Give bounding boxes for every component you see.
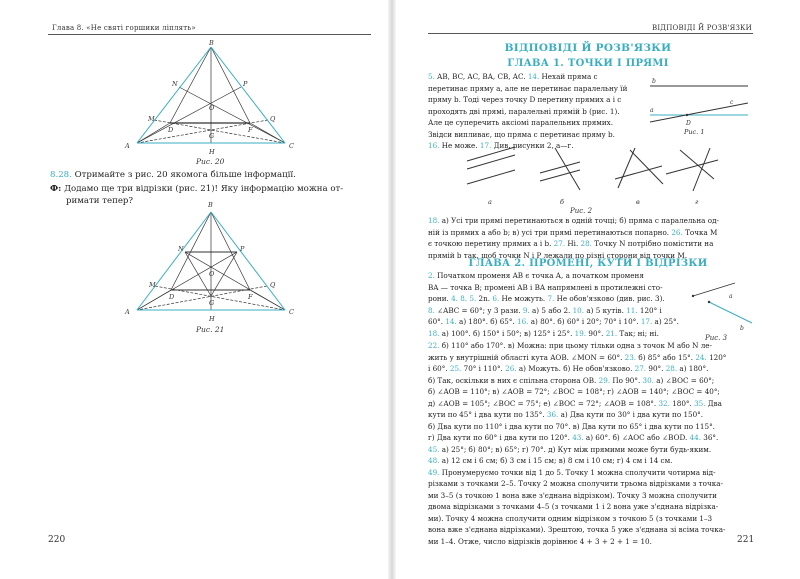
answer-text: є точкою перетину прямих a і b. <box>428 239 554 248</box>
answer-line <box>428 398 753 410</box>
answer-line <box>428 293 688 305</box>
label-c: C <box>289 308 294 316</box>
answer-text: Не може. <box>439 141 480 150</box>
answer-line <box>428 83 644 95</box>
answer-number: 22. <box>428 341 440 350</box>
label-d: D <box>168 126 174 134</box>
answer-number: 17. <box>640 317 653 326</box>
answer-number: 26. <box>671 227 683 237</box>
answer-text: прямій b так, щоб точки N і P лежали по різні сторони від точки M. <box>428 250 688 260</box>
answer-line <box>428 513 753 525</box>
figure-1 <box>648 74 754 136</box>
problem-phi <box>50 183 380 207</box>
label-g: G <box>209 132 215 140</box>
answer-text: ми 3–5 (з точкою 1 вона вже з'єднана відрізком). Точку 3 можна сполучити <box>428 490 717 500</box>
answer-number: 14. <box>445 317 457 326</box>
answer-text: перетинає пряму a, але не перетинає паралельну їй <box>428 83 628 93</box>
label-m: M <box>149 281 156 289</box>
answer-text: Два <box>705 398 722 408</box>
answer-line <box>428 455 753 467</box>
figure-2b <box>540 148 580 190</box>
answer-number: 26. <box>505 364 517 373</box>
problem-text: Отримайте з рис. 20 якомога більше інформації. <box>74 170 296 180</box>
answer-text: Не обов'язково (див. рис. 3). <box>554 294 665 303</box>
answer-line <box>428 227 753 239</box>
answer-line <box>428 305 688 317</box>
answer-text: 2n. <box>476 294 493 303</box>
answer-number: 35. <box>694 398 706 408</box>
answer-text: г) Два кути по 60° і два кути по 120°. <box>428 433 573 442</box>
answer-line <box>428 352 753 364</box>
answers-title: ВІДПОВІДІ Й РОЗВ'ЯЗКИ <box>504 42 672 54</box>
answer-text: Пронумеруємо точки від 1 до 5. Точку 1 можна сполучити чотирма від- <box>439 467 716 477</box>
answer-line <box>428 363 753 375</box>
figure-1-caption: Рис. 1 <box>684 128 705 136</box>
answer-text: б) Так, оскільки в них є спільна сторона OB. <box>428 375 599 385</box>
answer-line <box>428 282 688 294</box>
answer-line <box>428 316 688 328</box>
figure-2c <box>615 148 663 188</box>
answer-text: Не можуть. <box>499 294 548 303</box>
sublabel-c: в <box>636 198 640 206</box>
answer-line <box>428 375 753 387</box>
label-f: F <box>248 293 253 301</box>
answer-number: 43. <box>572 433 584 442</box>
answer-text: а) 25°; б) 80°; в) 65°; г) 70°. д) Кут між прямими може бути будь-яким. <box>439 444 712 454</box>
answer-text: а) 180°. б) 65°. <box>456 317 518 326</box>
answer-text: б) 110° або 170°. в) Можна: при цьому тільки одна з точок M або N ле- <box>439 341 712 350</box>
label-a: A <box>125 142 130 150</box>
answer-text: двома відрізками з точками 4–5 (з точками 1 і 2 вона уже з'єднана відрізка- <box>428 502 719 511</box>
answer-text: а) ∠BOC = 60°; <box>653 375 715 385</box>
label-f: F <box>248 126 253 134</box>
answer-text: 70° і 110°. <box>461 364 506 373</box>
answer-text: AB, BC, AC, BA, CB, AC. <box>434 72 528 81</box>
answer-line <box>428 490 753 502</box>
label-b: B <box>208 201 213 209</box>
answer-number: 2. <box>428 271 435 280</box>
answer-text: рони. <box>428 294 452 303</box>
chapter-1-heading: ГЛАВА 1. ТОЧКИ І ПРЯМІ <box>507 58 669 69</box>
answer-number: 18. <box>428 328 440 338</box>
label-h: H <box>209 148 215 156</box>
label-b: B <box>209 39 214 47</box>
label-g: G <box>209 299 215 307</box>
answer-text: 90°. <box>586 328 606 338</box>
chapter-2-heading: ГЛАВА 2. ПРОМЕНІ, КУТИ І ВІДРІЗКИ <box>468 258 708 269</box>
answer-text: б) Два кути по 110° і два кути по 70°. в) Два кути по 65° і два кути по 115°. <box>428 421 715 431</box>
answer-line <box>428 340 753 352</box>
answer-line <box>428 409 753 421</box>
answer-line <box>428 501 753 513</box>
chapter-2-answers-part2 <box>428 340 753 547</box>
side-ab <box>137 47 211 143</box>
answer-number: 7. <box>547 294 555 303</box>
answer-text: а) 60°. б) ∠AOC або ∠BOD. <box>583 433 690 442</box>
answer-line <box>428 94 644 106</box>
line-ng <box>185 252 211 296</box>
answer-text: проходять дві прямі, паралельні прямій b (рис. 1). <box>428 106 620 116</box>
figure-20-caption: Рис. 20 <box>196 157 225 166</box>
ray-b <box>709 302 752 323</box>
answer-text: а) Можуть. б) Не обов'язково. <box>516 364 635 373</box>
answer-text: а) 180°. <box>677 364 709 373</box>
answer-number: 11. <box>626 305 638 315</box>
answer-text: б) ∠AOB = 110°; в) ∠AOB = 72°; ∠BOC = 108°; г) ∠AOB = 140°; ∠BOC = 40°; <box>428 387 720 396</box>
label-c: c <box>730 99 734 106</box>
figure-2-caption: Рис. 2 <box>570 207 593 215</box>
label-q: Q <box>270 281 276 289</box>
answer-text: а) 12 см і 6 см; б) 3 см і 15 см; в) 8 см і 10 см; г) 4 см і 14 см. <box>439 456 673 465</box>
answer-text: д) ∠AOB = 105°; ∠BOC = 75°; е) ∠BOC = 72°; ∠AOB = 108°. <box>428 398 659 408</box>
answer-number: 48. <box>428 456 440 465</box>
line-pg <box>211 252 237 296</box>
problem-text-line2: римати тепер? <box>66 196 134 206</box>
answer-text: 120° <box>706 352 727 362</box>
answer-text: BA — точка B; промені AB і BA напрямлені в протилежні сто- <box>428 282 663 292</box>
label-b: b <box>740 325 744 332</box>
label-o: O <box>209 104 215 112</box>
answer-number: 23. <box>624 352 637 362</box>
answer-text: Ні. <box>565 239 581 248</box>
figure-3-caption: Рис. 3 <box>705 334 728 342</box>
chapter-1-answers-part2 <box>428 215 753 261</box>
answer-line <box>428 386 753 398</box>
answer-number: 17. <box>479 141 492 150</box>
answer-number: 6. <box>492 294 500 303</box>
answer-number: 44. <box>689 433 701 442</box>
answer-text: ∠ABC = 60°; у 3 рази. <box>434 305 523 315</box>
answer-text: пряму b. Тоді через точку D перетину прямих a і c <box>428 95 622 104</box>
problem-text-line1: Додамо ще три відрізки (рис. 21)! Яку інформацію можна от- <box>64 184 344 194</box>
label-a: a <box>650 107 654 114</box>
answer-number: 30. <box>642 375 654 385</box>
answer-line <box>428 328 688 340</box>
answer-number: 8. <box>428 305 435 315</box>
answer-text: Так; ні; ні. <box>617 328 659 338</box>
answer-text: а) 5 кутів. <box>584 305 627 315</box>
answer-line <box>428 270 688 282</box>
answer-text: Але це суперечить аксіомі паралельних прямих. <box>428 118 614 127</box>
answer-text: 120° і <box>637 305 662 315</box>
answer-line <box>428 524 753 536</box>
answer-text: Точку N потрібно помістити на <box>591 239 714 248</box>
problem-number: 8.28. <box>50 170 72 180</box>
answer-text: б) 85° або 15°. <box>636 352 696 362</box>
answer-number: 27. <box>553 239 566 248</box>
label-o: O <box>209 270 215 278</box>
chapter-2-answers-part1 <box>428 270 688 339</box>
answer-text: Нехай пряма c <box>539 72 598 81</box>
answer-number: 18. <box>428 216 440 225</box>
label-p: P <box>243 80 248 88</box>
answer-text: 36°. <box>700 433 719 442</box>
label-c: C <box>289 142 294 150</box>
answer-number: 28. <box>665 364 678 373</box>
problem-8-28 <box>50 169 380 181</box>
answer-text: ми). Точку 4 можна сполучити одним відрізком з точкою 5 (з точками 1–3 <box>428 513 713 523</box>
answer-line <box>428 536 753 548</box>
figure-2 <box>440 140 720 210</box>
answer-text: різками з точками 2–5. Точку 2 можна сполучити трьома відрізками з точка- <box>428 479 723 488</box>
answer-text: жить у внутрішній області кута AOB. ∠MON = 60°. <box>428 352 625 362</box>
answer-line <box>428 467 753 479</box>
answer-number: 10. <box>572 305 585 315</box>
answer-line <box>428 478 753 490</box>
answer-text: По 90°. <box>610 375 643 385</box>
answer-text: і 60°. <box>428 364 450 373</box>
label-a: a <box>729 293 733 300</box>
header-rule-left <box>48 34 371 35</box>
label-p: P <box>240 245 245 253</box>
answer-line <box>428 432 753 444</box>
answer-number: 8. <box>457 294 470 303</box>
answer-text: а) 5 або 2. <box>529 305 573 315</box>
answer-number: 5. <box>428 72 435 81</box>
sublabel-d: г <box>695 198 699 206</box>
answer-text: а) Два кути по 30° і два кути по 150°. <box>558 410 704 419</box>
running-head-left: Глава 8. «Не святі горшики ліплять» <box>52 24 196 32</box>
answer-line <box>428 444 753 456</box>
figure-2a <box>467 147 515 184</box>
answer-number: 25. <box>449 364 462 373</box>
answer-line <box>428 421 753 433</box>
answer-line <box>428 71 644 83</box>
figure-21 <box>120 201 310 328</box>
answer-text: ми 1–4. Отже, число відрізків дорівнює 4 + 3 + 2 + 1 = 10. <box>428 536 652 546</box>
answer-number: 21. <box>605 328 618 338</box>
answer-text: ній із прямих a або b; в) усі три прямі перетинаються попарно. <box>428 227 672 237</box>
answer-number: 16. <box>517 317 529 326</box>
answer-text: а) 25°. <box>652 317 679 326</box>
answer-number: 32. <box>658 398 670 408</box>
answer-text: кути по 45° і два кути по 135°. <box>428 410 547 419</box>
running-head-right: ВІДПОВІДІ Й РОЗВ'ЯЗКИ <box>652 24 752 32</box>
page-number-left: 220 <box>48 535 66 545</box>
answer-number: 29. <box>598 375 611 385</box>
answer-line <box>428 117 644 129</box>
answer-text: 60°. <box>428 317 446 326</box>
point-d <box>686 114 688 116</box>
answer-text: 180°. <box>669 398 695 408</box>
answer-number: 28. <box>580 239 592 248</box>
answer-text: Звідси випливає, що пряма c перетинає пряму b. <box>428 129 615 139</box>
line-ad <box>137 123 170 143</box>
answer-number: 49. <box>428 467 440 477</box>
answer-line <box>428 129 644 141</box>
ray-b-origin <box>708 301 710 303</box>
answer-number: 36. <box>546 410 559 419</box>
label-b: b <box>652 78 656 85</box>
header-rule-right <box>428 33 753 34</box>
answer-text: Початком променя AB є точка A, а початком променя <box>434 271 644 280</box>
answer-text: а) Усі три прямі перетинаються в одній точці; б) пряма c паралельна од- <box>439 216 719 225</box>
answer-number: 24. <box>695 352 707 362</box>
answer-number: 14. <box>527 72 540 81</box>
answer-number: 4. <box>451 294 458 303</box>
label-d: D <box>169 293 175 301</box>
answer-number: 5. <box>469 294 477 303</box>
ray-a-origin <box>692 295 694 297</box>
answer-line <box>428 106 644 118</box>
answer-text: Див. рисунки 2, а—г. <box>491 141 574 150</box>
answer-number: 9. <box>522 305 530 315</box>
label-m: M <box>148 115 155 123</box>
answer-text: а) 100°. б) 150° і 50°; в) 125° і 25°. <box>439 328 575 338</box>
answer-line <box>428 215 753 227</box>
figure-2d <box>666 148 718 191</box>
label-n: N <box>172 80 178 88</box>
answer-text: вона вже з'єднана відрізками). Зрештою, точка 5 уже з'єднана зі всіма точка- <box>428 525 726 534</box>
answer-number: 19. <box>574 328 587 338</box>
figure-3 <box>690 272 760 332</box>
sublabel-a: а <box>488 198 492 206</box>
answer-text: а) 80°. б) 60° і 20°; 70° і 10°. <box>528 317 641 326</box>
figure-20 <box>120 40 310 165</box>
answer-number: 16. <box>428 141 440 150</box>
answer-text: 90°. <box>646 364 666 373</box>
answer-number: 45. <box>428 444 440 454</box>
label-d: D <box>686 120 691 127</box>
label-h: H <box>209 315 215 323</box>
page-number-right: 221 <box>737 535 755 545</box>
label-a: A <box>125 308 130 316</box>
answer-text: Точка M <box>682 227 718 237</box>
label-n: N <box>178 245 184 253</box>
problem-marker: Ф: <box>50 184 62 194</box>
figure-21-caption: Рис. 21 <box>196 325 225 334</box>
answer-line <box>428 238 753 250</box>
book-spine <box>388 0 396 579</box>
answer-number: 27. <box>634 364 647 373</box>
sublabel-b: б <box>560 198 564 206</box>
label-q: Q <box>270 115 276 123</box>
